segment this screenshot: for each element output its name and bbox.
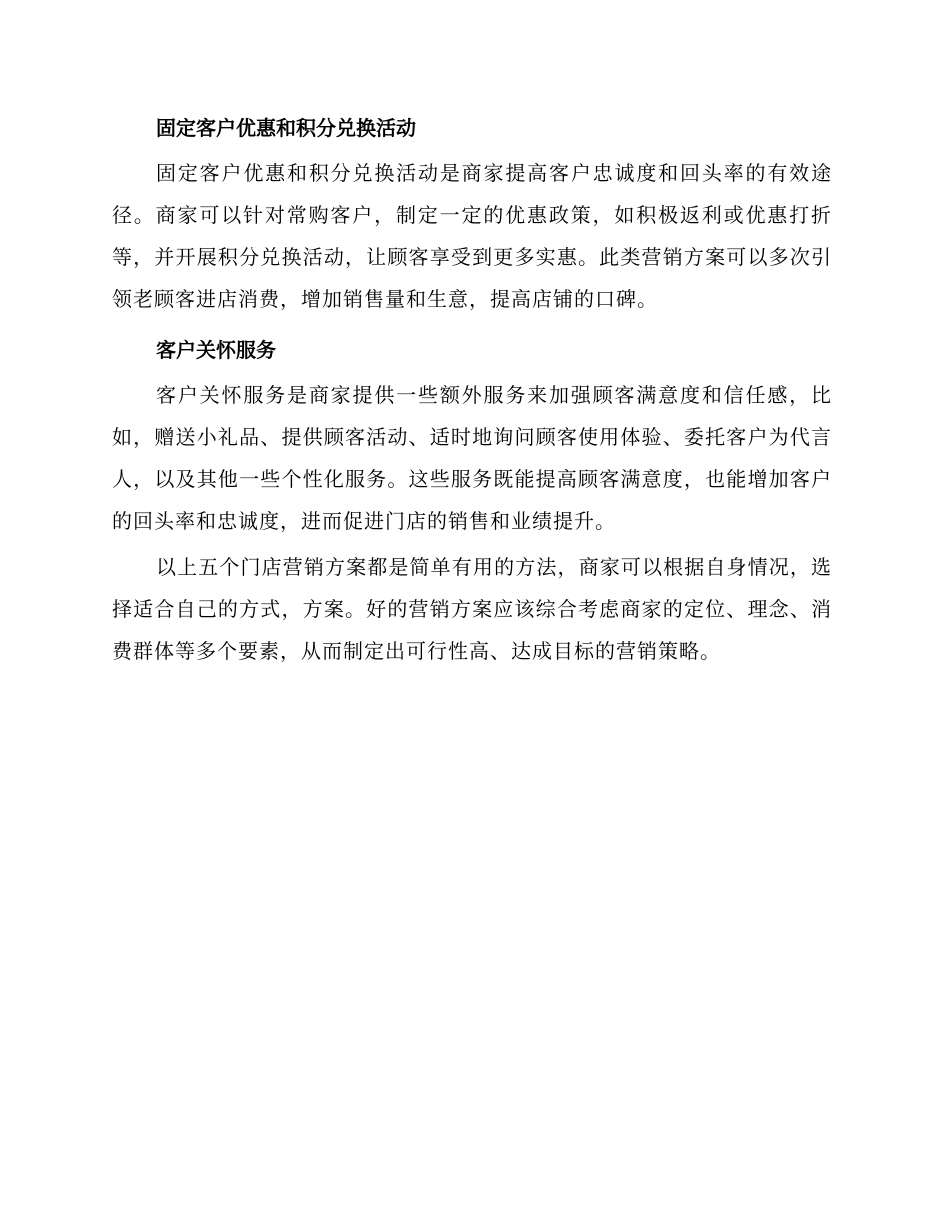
section-heading-customer-care: 客户关怀服务 bbox=[156, 338, 276, 362]
section-paragraph-loyalty: 固定客户优惠和积分兑换活动是商家提高客户忠诚度和回头率的有效途径。商家可以针对常购客户，制定一定的优惠政策，如积极返利或优惠打折等，并开展积分兑换活动，让顾客享受到更多实惠。此类营销方案可以多次引领老顾客进店消费，增加销售量和生意，提高店铺的口碑。 bbox=[112, 161, 832, 311]
document-body bbox=[112, 112, 832, 672]
section-paragraph-customer-care: 客户关怀服务是商家提供一些额外服务来加强顾客满意度和信任感，比如，赠送小礼品、提供顾客活动、适时地询问顾客使用体验、委托客户为代言人，以及其他一些个性化服务。这些服务既能提高顾客满意度，也能增加客户的回头率和忠诚度，进而促进门店的销售和业绩提升。 bbox=[112, 383, 832, 533]
section-heading-loyalty: 固定客户优惠和积分兑换活动 bbox=[156, 116, 416, 140]
conclusion-paragraph: 以上五个门店营销方案都是简单有用的方法，商家可以根据自身情况，选择适合自己的方式，方案。好的营销方案应该综合考虑商家的定位、理念、消费群体等多个要素，从而制定出可行性高、达成目标的营销策略。 bbox=[112, 555, 832, 663]
